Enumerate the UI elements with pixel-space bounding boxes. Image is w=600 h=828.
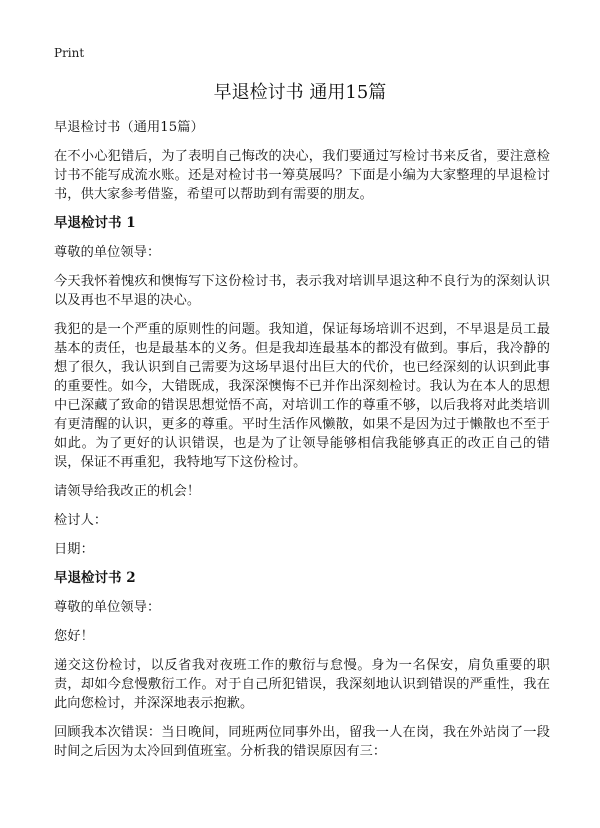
section-2-paragraph-2: 回顾我本次错误：当日晚间，同班两位同事外出，留我一人在岗，我在外站岗了一段时间之后因为太冷回到值班室。分析我的错误原因有三： — [54, 725, 550, 759]
section-1-date: 日期： — [54, 542, 94, 557]
section-2-salutation: 尊敬的单位领导： — [54, 600, 161, 615]
section-1-heading: 早退检讨书 1 — [54, 215, 136, 231]
section-1-paragraph-3: 请领导给我改正的机会！ — [54, 484, 201, 499]
section-1-salutation: 尊敬的单位领导： — [54, 245, 161, 260]
section-2-paragraph-1: 递交这份检讨，以反省我对夜班工作的敷衍与怠慢。身为一名保安，肩负重要的职责，却如今怠慢敷衍工作。对于自己所犯错误，我深刻地认识到错误的严重性，我在此向您检讨，并深深地表示抱歉。 — [54, 658, 550, 711]
section-1-reviewer: 检讨人： — [54, 513, 108, 528]
document-body — [54, 118, 550, 771]
section-1-paragraph-2: 我犯的是一个严重的原则性的问题。我知道，保证每场培训不迟到，不早退是员工最基本的责任，也是最基本的义务。但是我却连最基本的都没有做到。事后，我冷静的想了很久，我认识到自己需要为这场早退付出巨大的代价，也已经深刻的认识到此事的重要性。如今，大错既成，我深深懊悔不已并作出深刻检讨。我认为在本人的思想中已深藏了致命的错误思想觉悟不高，对培训工作的尊重不够，以后我将对此类培训有更清醒的认识，更多的尊重。平时生活作风懒散，如果不是因为过于懒散也不至于如此。为了更好的认识错误，也是为了让领导能够相信我能够真正的改正自己的错误，保证不再重犯，我特地写下这份检讨。 — [54, 322, 550, 470]
print-link[interactable]: Print — [54, 46, 85, 60]
section-1-paragraph-1: 今天我怀着愧疚和懊悔写下这份检讨书，表示我对培训早退这种不良行为的深刻认识以及再也不早退的决心。 — [54, 274, 550, 308]
document-subtitle: 早退检讨书（通用15篇） — [54, 120, 204, 135]
document-title: 早退检讨书 通用15篇 — [213, 82, 387, 103]
intro-paragraph: 在不小心犯错后，为了表明自己悔改的决心，我们要通过写检讨书来反省，要注意检讨书不能写成流水账。还是对检讨书一筹莫展吗？下面是小编为大家整理的早退检讨书，供大家参考借鉴，希望可以帮助到有需要的朋友。 — [54, 149, 550, 202]
section-2-greeting: 您好！ — [54, 629, 94, 644]
section-2-heading: 早退检讨书 2 — [54, 570, 136, 586]
